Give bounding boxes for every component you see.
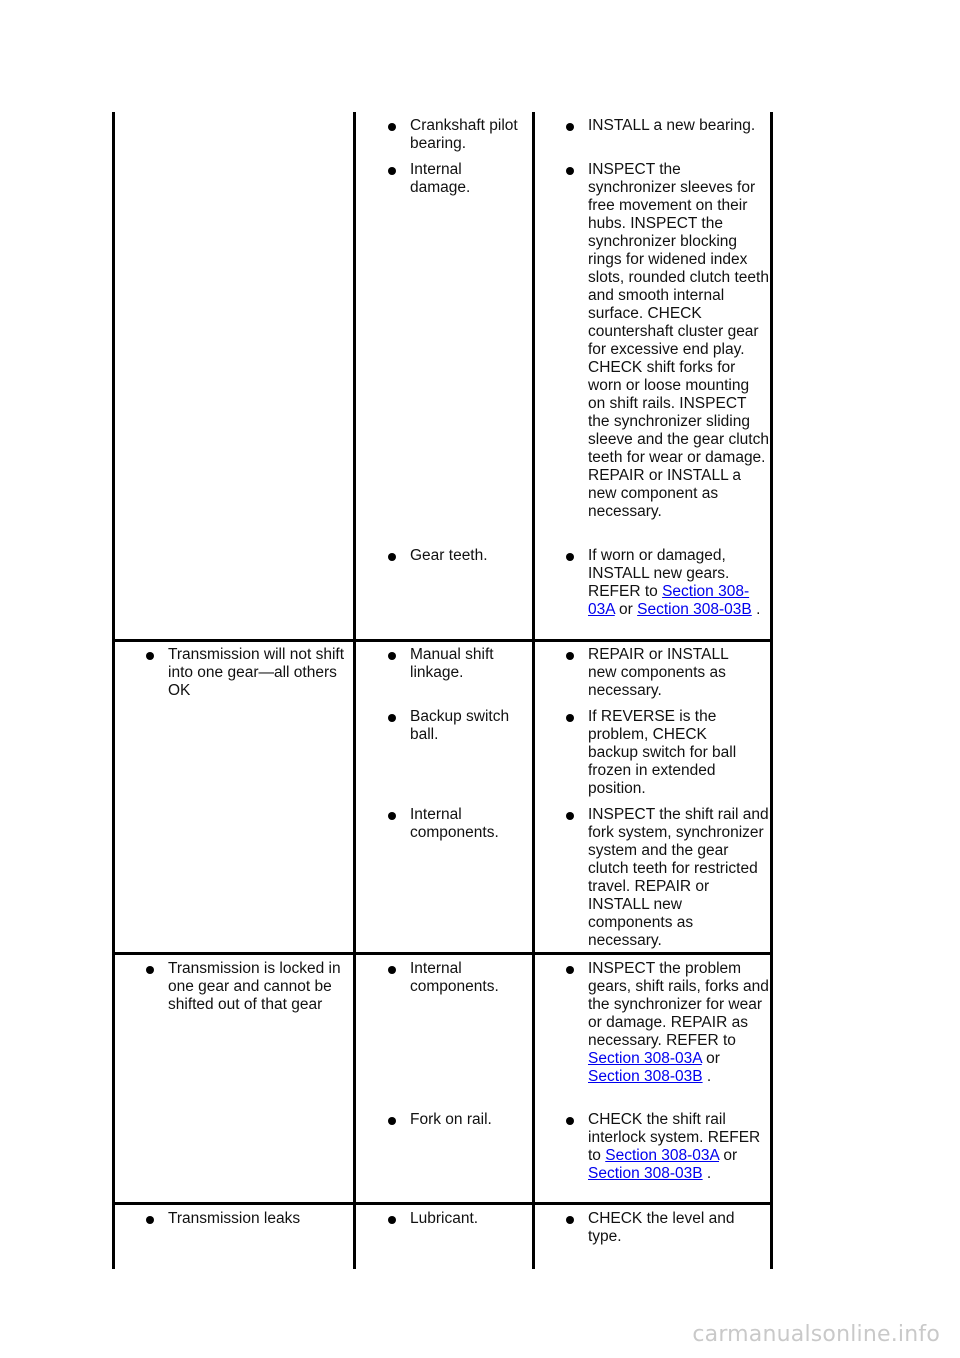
action-text-main: If worn or damaged, INSTALL new gears. REFER to	[588, 547, 730, 600]
cause-text: Internal components.	[410, 806, 499, 841]
link-section-308-03b[interactable]: Section 308-03B	[637, 601, 752, 618]
action-text: INSPECT the problem gears, shift rails, forks and the synchronizer for wear or damage. REPAIR as necessary. REFER to Section 308-03A or Section 308-03B .	[588, 960, 769, 1085]
action-item	[566, 1111, 766, 1183]
action-text: INSPECT the synchronizer sleeves for free movement on their hubs. INSPECT the synchronizer blocking rings for widened index slots, rounded clutch teeth and smooth internal surface. CHECK countershaft cluster gear for excessive end play. CHECK shift forks for worn or loose mounting on shift rails. INSPECT the synchronizer sliding sleeve and the gear clutch teeth for wear or damage. REPAIR or INSTALL a new component as necessary.	[588, 161, 769, 520]
action-text: REPAIR or INSTALL new components as necessary.	[588, 646, 729, 699]
row-separator	[112, 639, 773, 642]
cause-item	[388, 960, 508, 996]
link-section-308-03b[interactable]: Section 308-03B	[588, 1068, 703, 1085]
cause-item	[388, 646, 508, 682]
bullet-icon	[388, 966, 396, 974]
action-text: INSTALL a new bearing.	[588, 117, 756, 134]
condition-item	[146, 646, 353, 700]
action-text: If worn or damaged, INSTALL new gears. REFER to Section 308-03A or Section 308-03B .	[588, 547, 761, 618]
action-text-main: INSPECT the problem gears, shift rails, forks and the synchronizer for wear or damage. REPAIR as necessary. REFER to	[588, 960, 769, 1049]
bullet-icon	[388, 553, 396, 561]
action-text: CHECK the shift rail interlock system. REFER to Section 308-03A or Section 308-03B .	[588, 1111, 761, 1182]
bullet-icon	[388, 1216, 396, 1224]
bullet-icon	[566, 966, 574, 974]
bullet-icon	[388, 714, 396, 722]
or-word: or	[723, 1147, 738, 1164]
cause-item	[388, 1210, 528, 1228]
link-section-308-03a[interactable]: Section 308-03A	[605, 1147, 720, 1164]
bullet-icon	[146, 1216, 154, 1224]
bullet-icon	[566, 1117, 574, 1125]
or-word: or	[706, 1050, 720, 1067]
bullet-icon	[388, 167, 396, 175]
bullet-icon	[566, 167, 574, 175]
action-text: INSPECT the shift rail and fork system, synchronizer system and the gear clutch teeth for restricted travel. REPAIR or INSTALL new components as necessary.	[588, 806, 769, 949]
cause-text: Manual shift linkage.	[410, 646, 494, 681]
link-section-308-03a[interactable]: Section 308-03A	[588, 1050, 702, 1067]
cause-item	[388, 117, 528, 153]
condition-text: Transmission will not shift into one gear—all others OK	[168, 646, 345, 699]
cause-item	[388, 547, 528, 565]
bullet-icon	[566, 652, 574, 660]
bullet-icon	[388, 1117, 396, 1125]
bullet-icon	[388, 652, 396, 660]
or-word: or	[619, 601, 633, 618]
cause-item	[388, 161, 498, 197]
link-section-308-03b[interactable]: Section 308-03B	[588, 1165, 703, 1182]
watermark-text: carmanualsonline.info	[692, 1322, 940, 1347]
bullet-icon	[388, 123, 396, 131]
bullet-icon	[566, 714, 574, 722]
bullet-icon	[146, 966, 154, 974]
table-border-right	[770, 112, 773, 1269]
action-item	[566, 646, 746, 700]
action-item	[566, 161, 770, 521]
bullet-icon	[146, 652, 154, 660]
action-item	[566, 547, 766, 619]
cause-text: Crankshaft pilot bearing.	[410, 117, 518, 152]
cause-text: Internal components.	[410, 960, 499, 995]
action-item	[566, 117, 770, 135]
action-text: CHECK the level and type.	[588, 1210, 735, 1245]
cause-text: Fork on rail.	[410, 1111, 492, 1128]
cause-text: Lubricant.	[410, 1210, 479, 1227]
row-separator	[112, 952, 773, 955]
cause-item	[388, 1111, 528, 1129]
bullet-icon	[388, 812, 396, 820]
cause-text: Gear teeth.	[410, 547, 488, 564]
condition-item	[146, 1210, 353, 1228]
action-item	[566, 1210, 756, 1246]
action-text-main: CHECK the shift rail interlock system. REFER to	[588, 1111, 761, 1164]
condition-text: Transmission leaks	[168, 1210, 301, 1227]
action-item	[566, 708, 756, 798]
bullet-icon	[566, 1216, 574, 1224]
table-border-left	[112, 112, 115, 1269]
table-divider-2	[532, 112, 535, 1269]
cause-text: Backup switch ball.	[410, 708, 510, 743]
condition-text: Transmission is locked in one gear and cannot be shifted out of that gear	[168, 960, 341, 1013]
action-item	[566, 806, 770, 950]
row-separator	[112, 1202, 773, 1205]
condition-item	[146, 960, 353, 1014]
cause-text: Internal damage.	[410, 161, 471, 196]
bullet-icon	[566, 123, 574, 131]
link-section-308-03a[interactable]: Section 308-03A	[588, 583, 750, 618]
cause-item	[388, 806, 508, 842]
bullet-icon	[566, 553, 574, 561]
bullet-icon	[566, 812, 574, 820]
action-text: If REVERSE is the problem, CHECK backup switch for ball frozen in extended position.	[588, 708, 737, 797]
cause-item	[388, 708, 528, 744]
table-divider-1	[353, 112, 356, 1269]
action-item	[566, 960, 770, 1086]
